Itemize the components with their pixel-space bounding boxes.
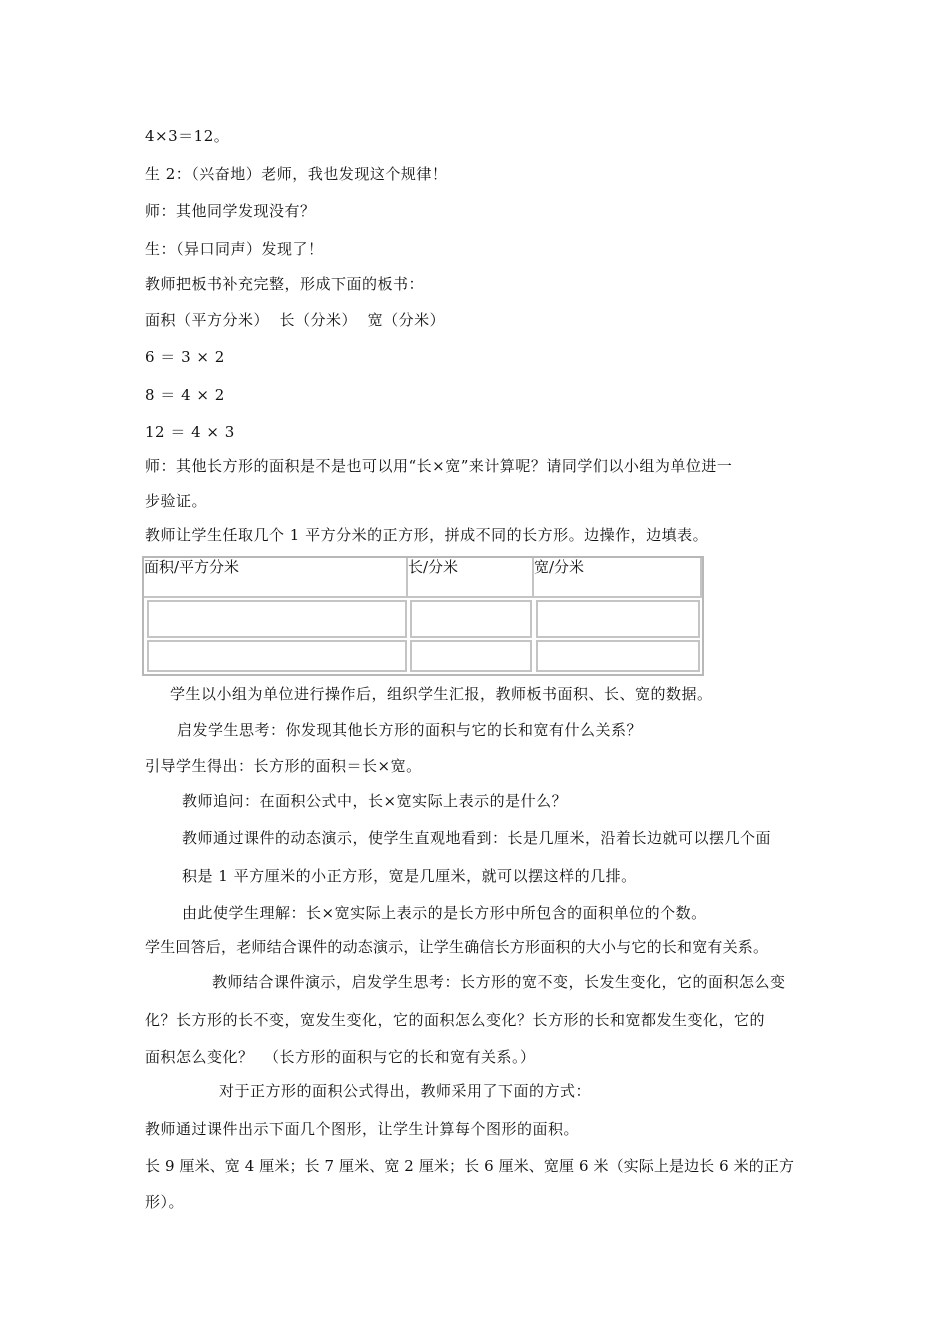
text-line-21: 教师通过课件出示下面几个图形，让学生计算每个图形的面积。 xyxy=(145,1120,580,1138)
text-line-13: 教师通过课件的动态演示，使学生直观地看到：长是几厘米，沿着长边就可以摆几个面 xyxy=(182,829,772,847)
text-line-23: 形）。 xyxy=(145,1193,185,1211)
text-line-14: 积是 1 平方厘米的小正方形，宽是几厘米，就可以摆这样的几排。 xyxy=(182,867,637,885)
text-line-22: 长 9 厘米、宽 4 厘米；长 7 厘米、宽 2 厘米；长 6 厘米、宽厘 6 米（实际上是边长 6 米的正方 xyxy=(145,1157,795,1175)
table-cell xyxy=(410,600,532,638)
text-line-2: 生 2：（兴奋地）老师，我也发现这个规律！ xyxy=(145,165,448,183)
table-header-width: 宽/分米 xyxy=(534,558,702,598)
text-line-6: 师：其他长方形的面积是不是也可以用“长×宽”来计算呢？请同学们以小组为单位进一 xyxy=(145,457,733,475)
text-line-10: 启发学生思考：你发现其他长方形的面积与它的长和宽有什么关系？ xyxy=(177,721,643,739)
text-line-20: 对于正方形的面积公式得出，教师采用了下面的方式： xyxy=(219,1082,592,1100)
table-cell xyxy=(536,600,700,638)
text-line-8: 教师让学生任取几个 1 平方分米的正方形，拼成不同的长方形。边操作，边填表。 xyxy=(145,526,709,544)
board-row-2: 8 ＝ 4 × 2 xyxy=(145,386,225,404)
text-line-3: 师：其他同学发现没有？ xyxy=(145,202,316,220)
text-line-12: 教师追问：在面积公式中，长×宽实际上表示的是什么？ xyxy=(182,792,568,810)
text-line-11: 引导学生得出：长方形的面积＝长×宽。 xyxy=(145,757,422,775)
board-header-line: 面积（平方分米） 长（分米） 宽（分米） xyxy=(145,311,446,329)
text-line-17: 教师结合课件演示，启发学生思考：长方形的宽不变，长发生变化，它的面积怎么变 xyxy=(212,973,786,991)
table-cell xyxy=(147,640,407,672)
table-cell xyxy=(536,640,700,672)
board-row-1: 6 ＝ 3 × 2 xyxy=(145,348,225,366)
text-line-9: 学生以小组为单位进行操作后，组织学生汇报，教师板书面积、长、宽的数据。 xyxy=(170,685,713,703)
text-line-15: 由此使学生理解：长×宽实际上表示的是长方形中所包含的面积单位的个数。 xyxy=(182,904,707,922)
table-header-length: 长/分米 xyxy=(408,558,534,598)
table-cell xyxy=(410,640,532,672)
text-line-18: 化？长方形的长不变，宽发生变化，它的面积怎么变化？长方形的长和宽都发生变化，它的 xyxy=(145,1011,766,1029)
table-cell xyxy=(147,600,407,638)
text-line-5: 教师把板书补充完整，形成下面的板书： xyxy=(145,275,425,293)
text-line-16: 学生回答后，老师结合课件的动态演示，让学生确信长方形面积的大小与它的长和宽有关系。 xyxy=(145,938,769,956)
table-header-area: 面积/平方分米 xyxy=(144,558,408,598)
board-row-3: 12 ＝ 4 × 3 xyxy=(145,423,235,441)
text-line-4: 生：（异口同声）发现了！ xyxy=(145,240,324,258)
text-line-1: 4×3＝12。 xyxy=(145,127,230,145)
text-line-19: 面积怎么变化？ （长方形的面积与它的长和宽有关系。） xyxy=(145,1048,536,1066)
text-line-7: 步验证。 xyxy=(145,492,208,510)
data-table xyxy=(142,556,704,676)
